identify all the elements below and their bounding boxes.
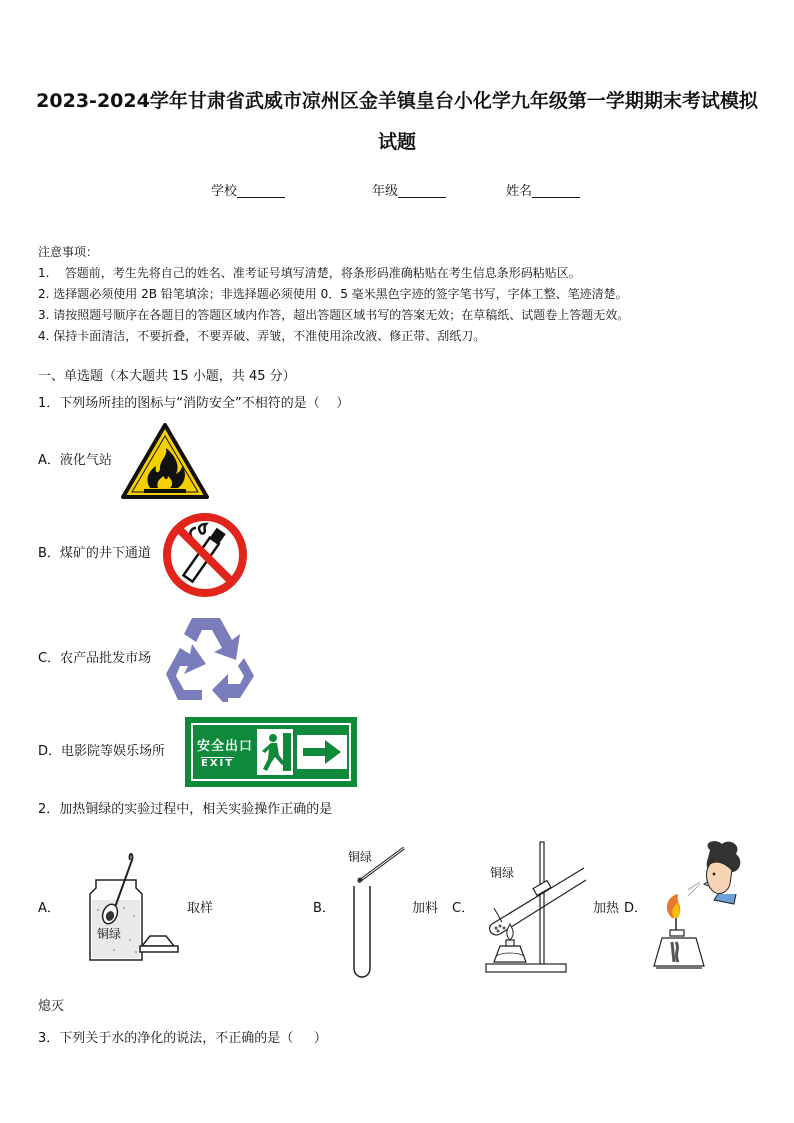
school-label: 学校 (211, 184, 238, 199)
exit-sign-chinese: 安全出口 (197, 739, 254, 754)
section-title: 一、单选题（本大题共 15 小题，共 45 分） (38, 369, 296, 384)
test-tube-diagram (340, 842, 412, 982)
right-arrow-icon (297, 735, 347, 769)
question-2-stem: 2．加热铜绿的实验过程中，相关实验操作正确的是 (38, 802, 333, 817)
school-field[interactable] (211, 180, 285, 199)
q1-option-b[interactable]: B．煤矿的井下通道 (38, 546, 151, 561)
no-smoking-icon (162, 512, 248, 598)
recycle-icon (162, 614, 256, 702)
q2-option-b-caption: 加料 (412, 901, 439, 916)
exit-sign-english: EXIT (201, 758, 235, 769)
q2-option-a-label[interactable]: A． (38, 901, 60, 916)
running-man-icon (257, 729, 293, 775)
notice-item: 4. 保持卡面清洁，不要折叠，不要弄破、弄皱，不准使用涂改液、修正带、刮纸刀。 (38, 329, 486, 343)
q2-option-c-caption: 加热 (593, 901, 620, 916)
q2-substance-label-c: 铜绿 (490, 866, 515, 880)
reagent-bottle-diagram (84, 850, 184, 966)
page-title-line2: 试题 (377, 131, 416, 153)
q2-substance-label-b: 铜绿 (348, 850, 373, 864)
question-3-stem: 3．下列关于水的净化的说法，不正确的是（ ） (38, 1031, 327, 1046)
school-blank[interactable] (237, 183, 285, 198)
name-label: 姓名 (506, 184, 533, 199)
notice-item: 3. 请按照题号顺序在各题目的答题区域内作答，超出答题区域书写的答案无效；在草稿纸、试题卷上答题无效。 (38, 308, 630, 322)
q2-option-a-caption: 取样 (187, 901, 214, 916)
grade-field[interactable] (372, 180, 446, 199)
grade-label: 年级 (372, 184, 399, 199)
grade-blank[interactable] (398, 183, 446, 198)
blowing-lamp-diagram (648, 838, 746, 976)
notice-item: 2. 选择题必须使用 2B 铅笔填涂；非选择题必须使用 0．5 毫米黑色字迹的签字笔书写，字体工整、笔迹清楚。 (38, 287, 628, 301)
notice-heading: 注意事项： (38, 245, 99, 259)
name-blank[interactable] (532, 183, 580, 198)
page-title-line1: 2023-2024学年甘肃省武威市凉州区金羊镇皇台小化学九年级第一学期期末考试模拟 (36, 90, 758, 112)
q1-option-a[interactable]: A．液化气站 (38, 453, 112, 468)
name-field[interactable] (506, 180, 580, 199)
flammable-warning-icon (120, 422, 210, 500)
q2-option-d-label[interactable]: D． (624, 901, 648, 916)
q2-option-c-label[interactable]: C． (452, 901, 475, 916)
notice-item: 1. 答题前，考生先将自己的姓名、准考证号填写清楚，将条形码准确粘贴在考生信息条形码粘贴区。 (38, 266, 581, 280)
heating-apparatus-diagram (478, 838, 590, 976)
q2-option-d-caption: 熄灭 (38, 999, 65, 1014)
q1-option-d[interactable]: D．电影院等娱乐场所 (38, 744, 166, 759)
q2-option-b-label[interactable]: B． (313, 901, 335, 916)
q1-option-c[interactable]: C．农产品批发市场 (38, 651, 152, 666)
q2-substance-label-a: 铜绿 (97, 927, 122, 941)
exit-sign (185, 717, 357, 787)
question-1-stem: 1．下列场所挂的图标与“消防安全”不相符的是（ ） (38, 396, 350, 411)
